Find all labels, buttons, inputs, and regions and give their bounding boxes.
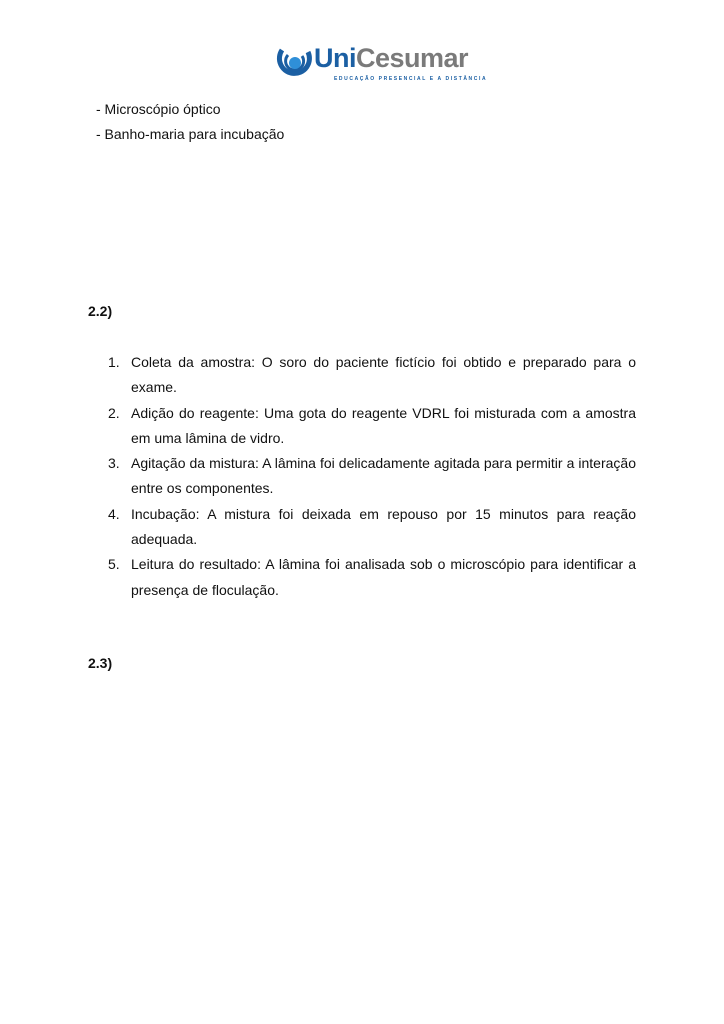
step-number: 3.: [108, 455, 120, 472]
material-item: - Microscópio óptico: [96, 101, 221, 117]
logo-mark-icon: [276, 46, 314, 80]
step-text: Agitação da mistura: A lâmina foi delicadamente agitada para permitir a interação entre os componentes.: [131, 455, 636, 497]
step-text: Incubação: A mistura foi deixada em repouso por 15 minutos para reação adequada.: [131, 505, 636, 548]
step-number: 4.: [108, 505, 120, 522]
step-text: Leitura do resultado: A lâmina foi analisada sob o microscópio para identificar a presença de floculação.: [131, 556, 636, 598]
step-number: 2.: [108, 404, 120, 421]
list-item: [108, 451, 636, 502]
logo-text-cesumar: Cesumar: [356, 43, 469, 73]
list-item: [108, 502, 636, 553]
step-text: Coleta da amostra: O soro do paciente fictício foi obtido e preparado para o exame.: [131, 354, 636, 396]
unicesumar-logo: [276, 43, 488, 86]
logo-subtitle: EDUCAÇÃO PRESENCIAL E A DISTÂNCIA: [334, 76, 488, 82]
step-text: Adição do reagente: Uma gota do reagente VDRL foi misturada com a amostra em uma lâmina de vidro.: [131, 404, 636, 446]
step-number: 1.: [108, 354, 120, 370]
step-number: 5.: [108, 556, 120, 573]
logo-text-uni: Uni: [314, 43, 356, 73]
procedure-steps: [108, 350, 636, 603]
list-item: [108, 350, 636, 401]
section-heading-2-2: 2.2): [88, 303, 113, 319]
list-item: [108, 401, 636, 452]
section-heading-2-3: 2.3): [88, 655, 113, 671]
list-item: [108, 552, 636, 603]
material-item: - Banho-maria para incubação: [96, 126, 285, 142]
